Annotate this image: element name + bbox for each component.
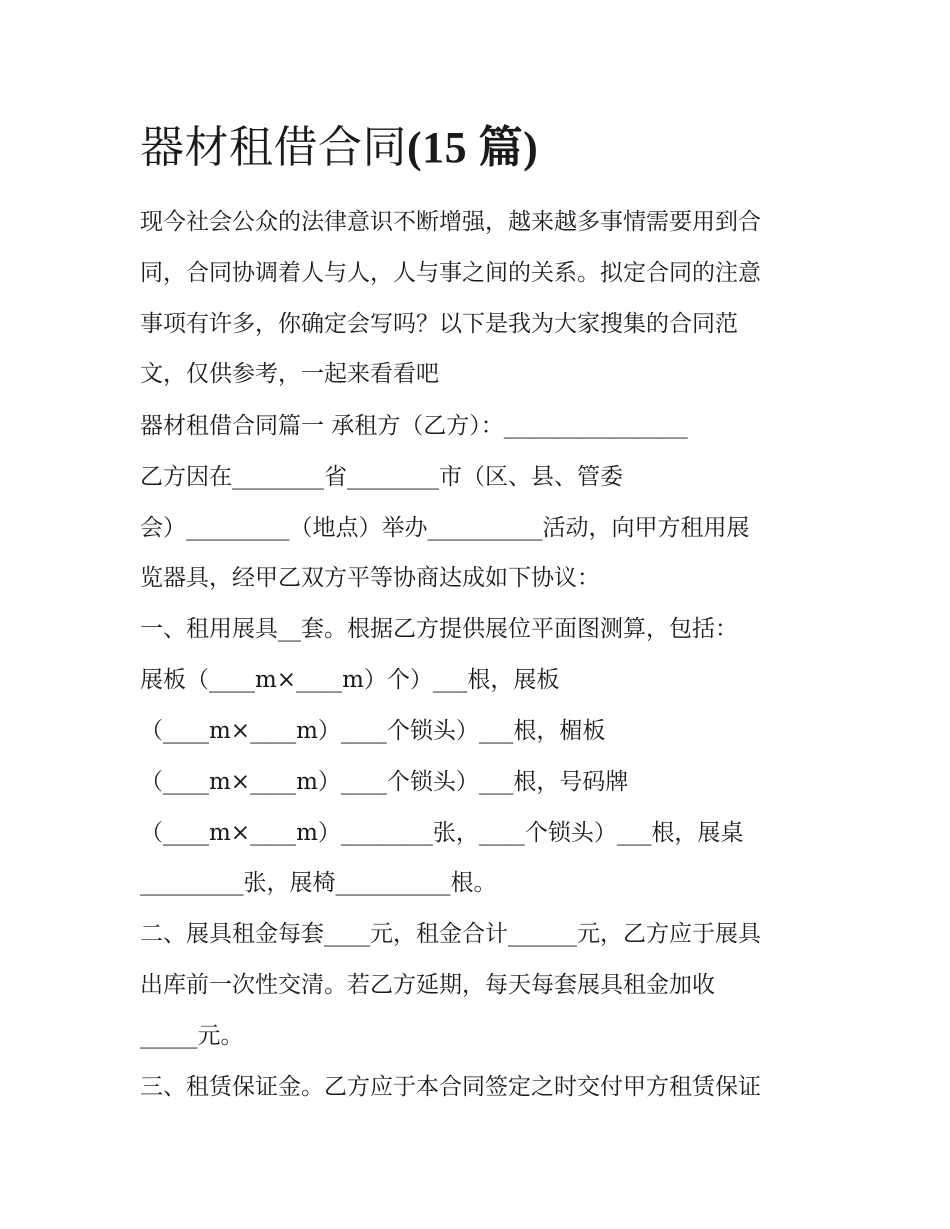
body-line: _____元。 (140, 1023, 244, 1049)
body-line: 览器具，经甲乙双方平等协商达成如下协议： (140, 565, 600, 591)
body-line: 现今社会公众的法律意识不断增强，越来越多事情需要用到合 (140, 209, 761, 235)
body-line: 乙方因在________省________市（区、县、管委 (140, 464, 623, 490)
clause-line: 二、展具租金每套____元，租金合计______元，乙方应于展具 (140, 921, 761, 947)
title-suffix: (15 篇) (407, 123, 539, 172)
body-line: 出库前一次性交清。若乙方延期，每天每套展具租金加收 (140, 972, 715, 998)
body-line: 会）_________（地点）举办__________活动，向甲方租用展 (140, 515, 750, 541)
body-line: （____m×____m）____个锁头）___根，号码牌 (140, 769, 629, 795)
body-line: 文，仅供参考，一起来看看吧 (140, 361, 439, 387)
clause-line: 一、租用展具__套。根据乙方提供展位平面图测算，包括： (140, 616, 738, 642)
section-heading-line: 器材租借合同篇一 承租方（乙方）：________________ (140, 413, 688, 439)
body-line: 事项有许多，你确定会写吗？以下是我为大家搜集的合同范 (140, 311, 738, 337)
body-line: （____m×____m）________张，____个锁头）___根，展桌 (140, 820, 744, 846)
body-line: 同，合同协调着人与人，人与事之间的关系。拟定合同的注意 (140, 260, 761, 286)
body-line: _________张，展椅__________根。 (140, 870, 497, 896)
clause-line: 三、租赁保证金。乙方应于本合同签定之时交付甲方租赁保证 (140, 1074, 761, 1100)
title-main: 器材租借合同 (140, 122, 407, 173)
document-title (140, 118, 538, 178)
body-line: （____m×____m）____个锁头）___根，楣板 (140, 718, 606, 744)
body-line: 展板（____m×____m）个）___根，展板 (140, 667, 560, 693)
